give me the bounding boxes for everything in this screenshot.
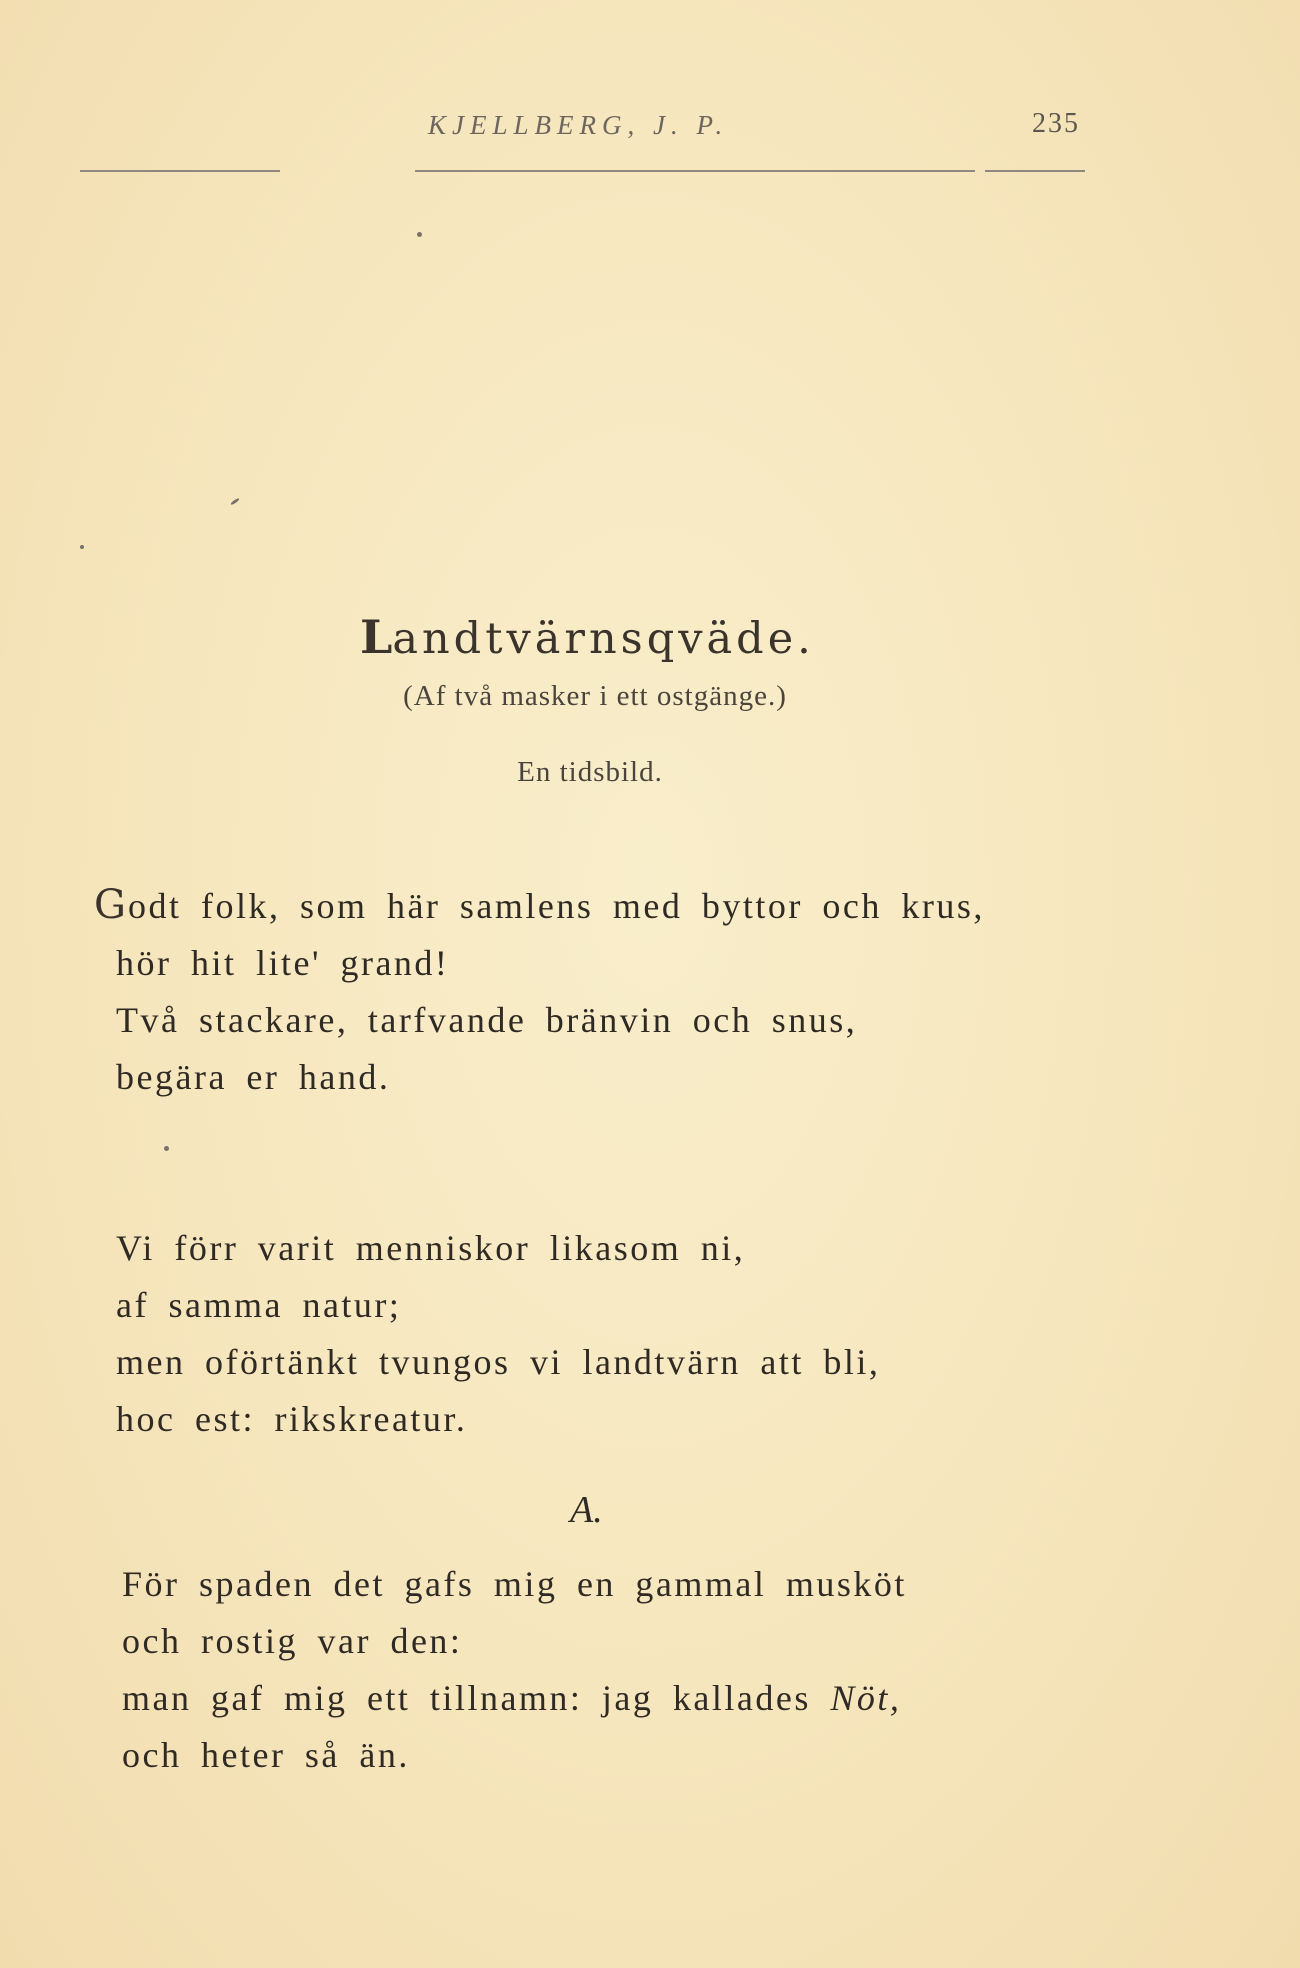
- verse-line-text: odt folk, som här samlens med byttor och krus,: [127, 886, 985, 926]
- poem-tagline: En tidsbild.: [517, 756, 663, 788]
- verse-line: hoc est: rikskreatur.: [116, 1399, 468, 1439]
- ink-speck: [164, 1146, 169, 1151]
- ink-speck: [80, 545, 84, 549]
- verse-line-text: man gaf mig ett tillnamn: jag kallades: [122, 1678, 811, 1718]
- poem-title: [360, 610, 815, 664]
- ink-speck: [417, 232, 422, 237]
- verse-line: och heter så än.: [122, 1735, 410, 1775]
- header-rule-left: [80, 170, 280, 172]
- running-head: KJELLBERG, J. P.: [428, 110, 729, 140]
- ink-speck: [230, 497, 240, 505]
- stanza-2: [116, 1220, 880, 1448]
- speaker-label: A.: [570, 1489, 603, 1531]
- stanza-3: [122, 1556, 907, 1784]
- verse-line: och rostig var den:: [122, 1621, 463, 1661]
- verse-line: [122, 1670, 907, 1727]
- verse-line: af samma natur;: [116, 1285, 402, 1325]
- verse-line: begära er hand.: [116, 1057, 391, 1097]
- verse-line: För spaden det gafs mig en gammal musköt: [122, 1564, 907, 1604]
- stanza-1: [94, 878, 985, 1106]
- verse-line: Två stackare, tarfvande bränvin och snus,: [116, 1000, 858, 1040]
- header-rule-right: [985, 170, 1085, 172]
- verse-line: Vi förr varit menniskor likasom ni,: [116, 1228, 746, 1268]
- page-number: 235: [1032, 108, 1080, 139]
- verse-line: [94, 878, 985, 935]
- poem-subtitle: (Af två masker i ett ostgänge.): [403, 680, 787, 712]
- title-rest: andtvärnsqväde.: [392, 614, 815, 664]
- drop-cap: G: [94, 882, 126, 928]
- italic-word: Nöt,: [830, 1678, 902, 1718]
- verse-line: hör hit lite' grand!: [116, 943, 450, 983]
- header-rule-center: [415, 170, 975, 172]
- verse-line: men oförtänkt tvungos vi landtvärn att bli,: [116, 1342, 881, 1382]
- title-initial: L: [360, 610, 393, 664]
